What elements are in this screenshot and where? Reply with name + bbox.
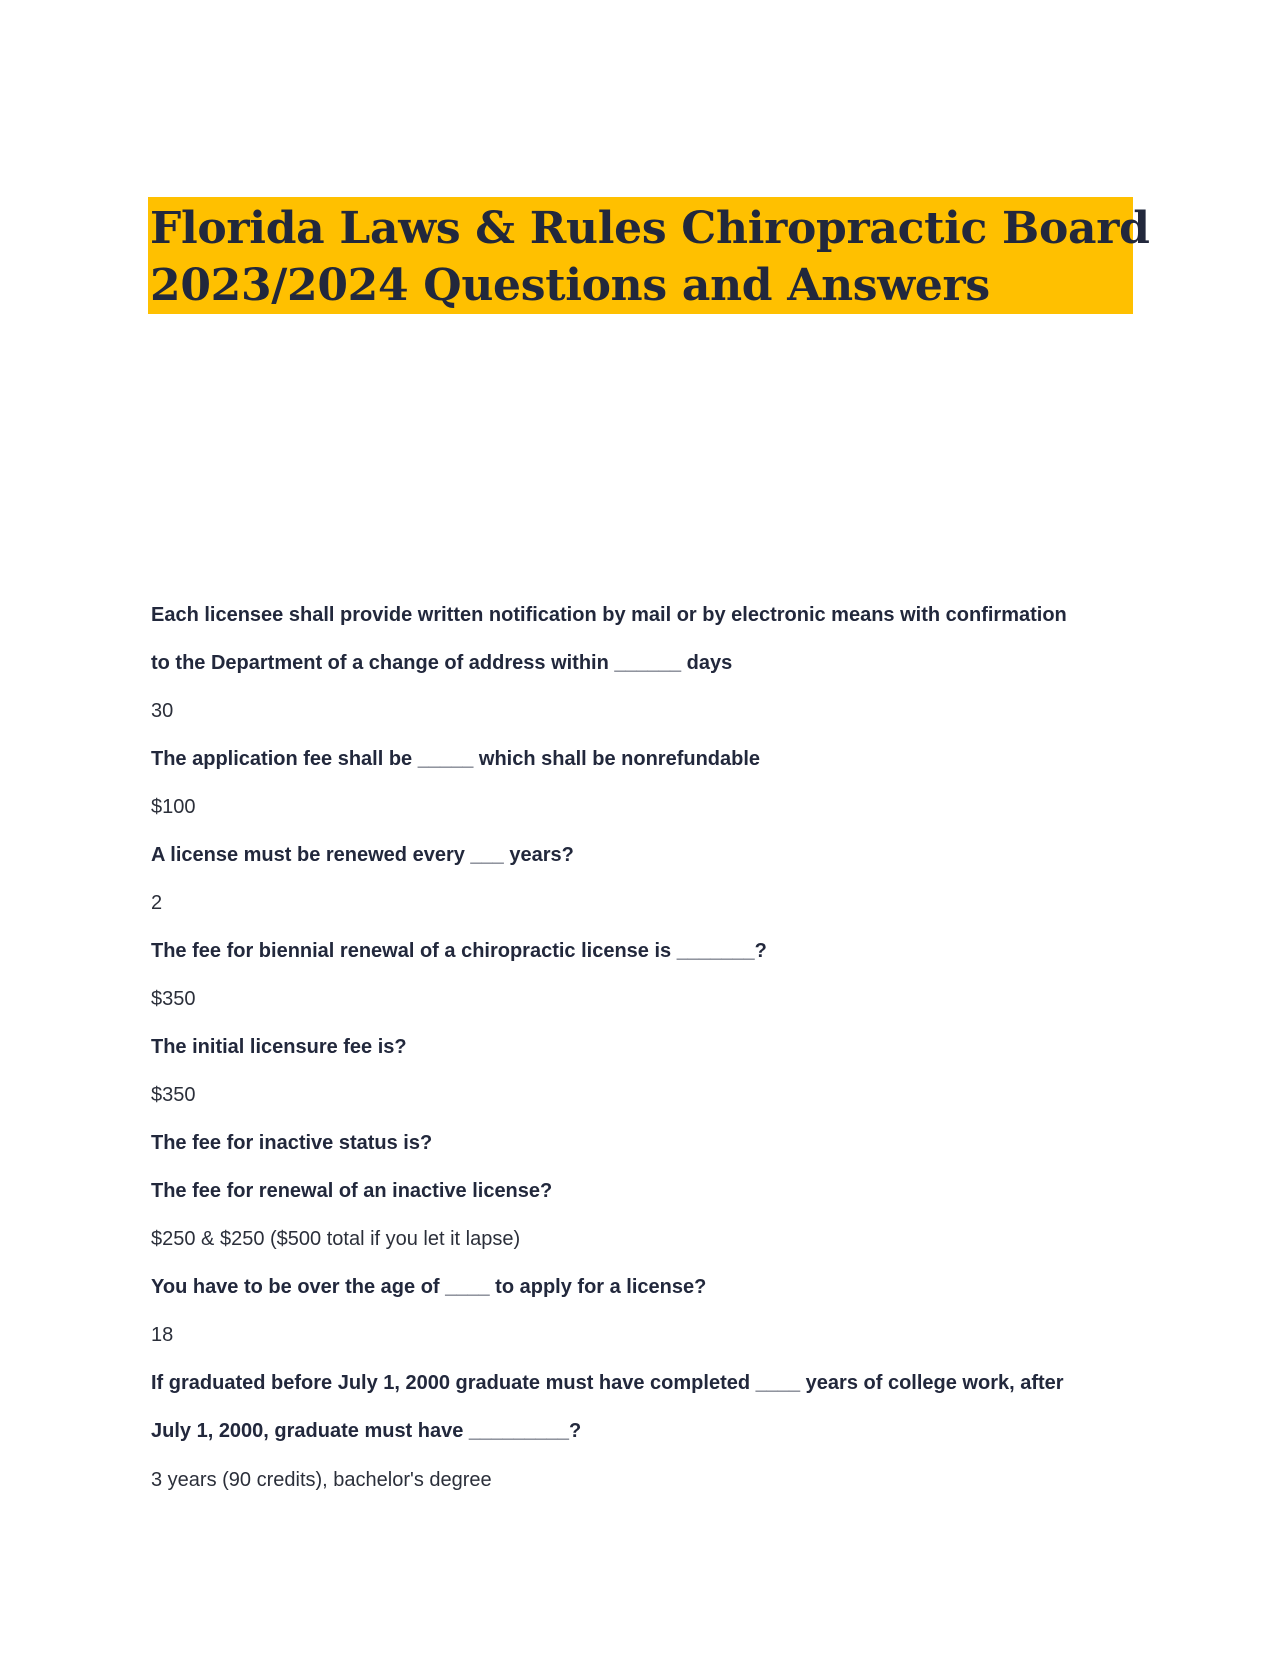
answer-2: $100	[151, 796, 196, 818]
question-4: The fee for biennial renewal of a chiropractic license is _______?	[151, 940, 767, 962]
answer-3: 2	[151, 892, 163, 914]
question-8-line-1: If graduated before July 1, 2000 graduate must have completed ____ years of college work, after	[151, 1372, 1064, 1394]
document-title-line-2: 2023/2024 Questions and Answers	[150, 260, 990, 311]
answer-4: $350	[151, 988, 196, 1010]
answer-7: 18	[151, 1324, 174, 1346]
answer-6: $250 & $250 ($500 total if you let it lapse)	[151, 1228, 521, 1250]
question-1-line-1: Each licensee shall provide written notification by mail or by electronic means with confirmation	[151, 604, 1067, 626]
answer-8: 3 years (90 credits), bachelor's degree	[151, 1469, 492, 1491]
question-6-line-2: The fee for renewal of an inactive license?	[151, 1180, 553, 1202]
question-3: A license must be renewed every ___ years?	[151, 844, 574, 866]
answer-1: 30	[151, 700, 174, 722]
question-7: You have to be over the age of ____ to apply for a license?	[151, 1276, 707, 1298]
document-title-line-1: Florida Laws & Rules Chiropractic Board	[150, 203, 1150, 254]
question-6-line-1: The fee for inactive status is?	[151, 1132, 433, 1154]
question-2: The application fee shall be _____ which shall be nonrefundable	[151, 748, 761, 770]
answer-5: $350	[151, 1084, 196, 1106]
question-8-line-2: July 1, 2000, graduate must have _________?	[151, 1420, 582, 1442]
question-5: The initial licensure fee is?	[151, 1036, 407, 1058]
question-1-line-2: to the Department of a change of address within ______ days	[151, 652, 733, 674]
